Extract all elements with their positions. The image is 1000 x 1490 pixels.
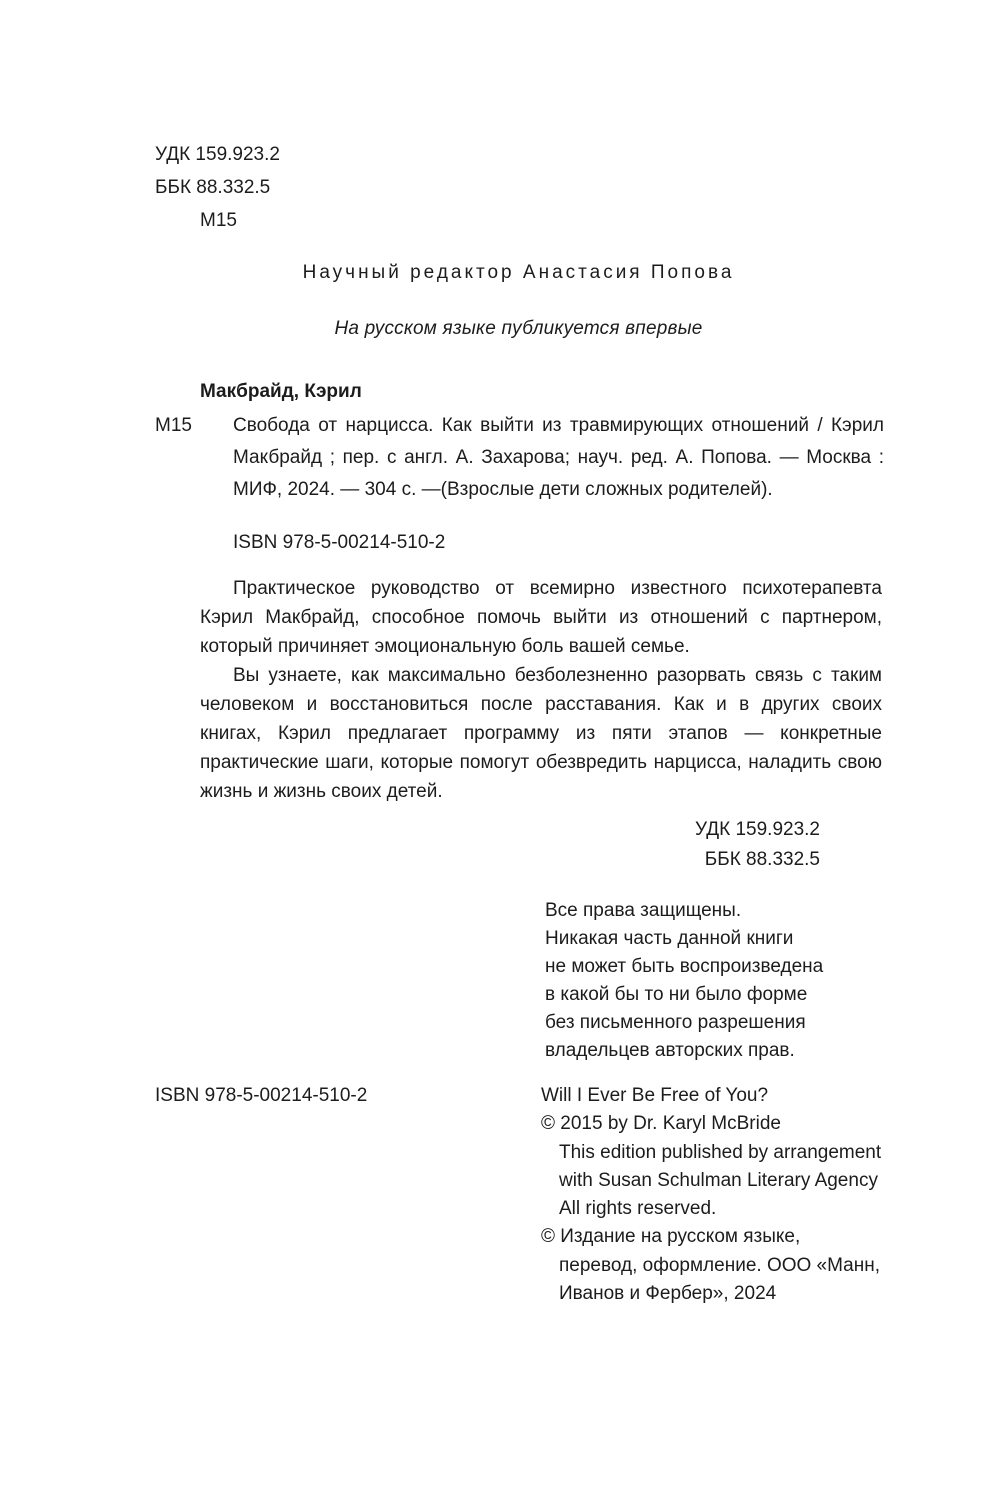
isbn-bottom: ISBN 978-5-00214-510-2 xyxy=(155,1085,368,1106)
top-bibliographic-codes xyxy=(155,138,280,237)
udk-code-right: УДК 159.923.2 xyxy=(695,819,820,840)
arrangement-line: with Susan Schulman Literary Agency xyxy=(559,1169,878,1191)
science-editor-line: Научный редактор Анастасия Попова xyxy=(302,262,735,283)
annotation-paragraph-1: Практическое руководство от всемирно известного психотерапевта Кэрил Макбрайд, способное помочь выйти из отношений с партнером, который причиняет эмоциональную боль вашей семье. xyxy=(200,578,882,657)
classification-code: М15 xyxy=(200,210,237,231)
rights-reserved-english: All rights reserved. xyxy=(559,1198,717,1220)
rights-line: Все права защищены. xyxy=(545,900,742,921)
udk-code: УДК 159.923.2 xyxy=(155,144,280,165)
original-copyright-block xyxy=(541,1082,881,1308)
catalog-card xyxy=(155,377,884,506)
rights-line: владельцев авторских прав. xyxy=(545,1040,795,1061)
original-copyright: © 2015 by Dr. Karyl McBride xyxy=(541,1113,781,1135)
annotation-block xyxy=(200,574,882,806)
bbk-code-right: ББК 88.332.5 xyxy=(704,849,820,870)
arrangement-line: This edition published by arrangement xyxy=(559,1141,882,1163)
rights-line: без письменного разрешения xyxy=(545,1012,806,1033)
rights-line: в какой бы то ни было форме xyxy=(545,984,808,1005)
isbn-middle: ISBN 978-5-00214-510-2 xyxy=(233,532,446,553)
rights-reserved-block xyxy=(545,897,823,1065)
right-bibliographic-codes xyxy=(600,815,820,875)
russian-edition-copyright: © Издание на русском языке, xyxy=(541,1226,801,1248)
annotation-paragraph-2: Вы узнаете, как максимально безболезненно разорвать связь с таким человеком и восстановиться после расставания. Как и в других своих книгах, Кэрил предлагает программу из пяти этапов — конкретные практические шаги, которые помогут обезвредить нарцисса, наладить свою жизнь и жизнь своих детей. xyxy=(200,665,882,802)
catalog-author: Макбрайд, Кэрил xyxy=(200,381,362,402)
catalog-entry: Свобода от нарцисса. Как выйти из травмирующих отношений / Кэрил Макбрайд ; пер. с англ. А. Захарова; науч. ред. А. Попова. — Москва : МИФ, 2024. — 304 с. —(Взрослые дети сложных родителей). xyxy=(233,415,884,500)
rights-line: Никакая часть данной книги xyxy=(545,928,794,949)
bbk-code: ББК 88.332.5 xyxy=(155,177,271,198)
catalog-code: М15 xyxy=(155,415,192,436)
rights-line: не может быть воспроизведена xyxy=(545,956,824,977)
first-publication-note: На русском языке публикуется впервые xyxy=(334,318,703,339)
russian-edition-copyright-line: перевод, оформление. ООО «Манн, xyxy=(559,1254,880,1276)
russian-edition-copyright-line: Иванов и Фербер», 2024 xyxy=(559,1283,777,1305)
original-title: Will I Ever Be Free of You? xyxy=(541,1085,769,1106)
